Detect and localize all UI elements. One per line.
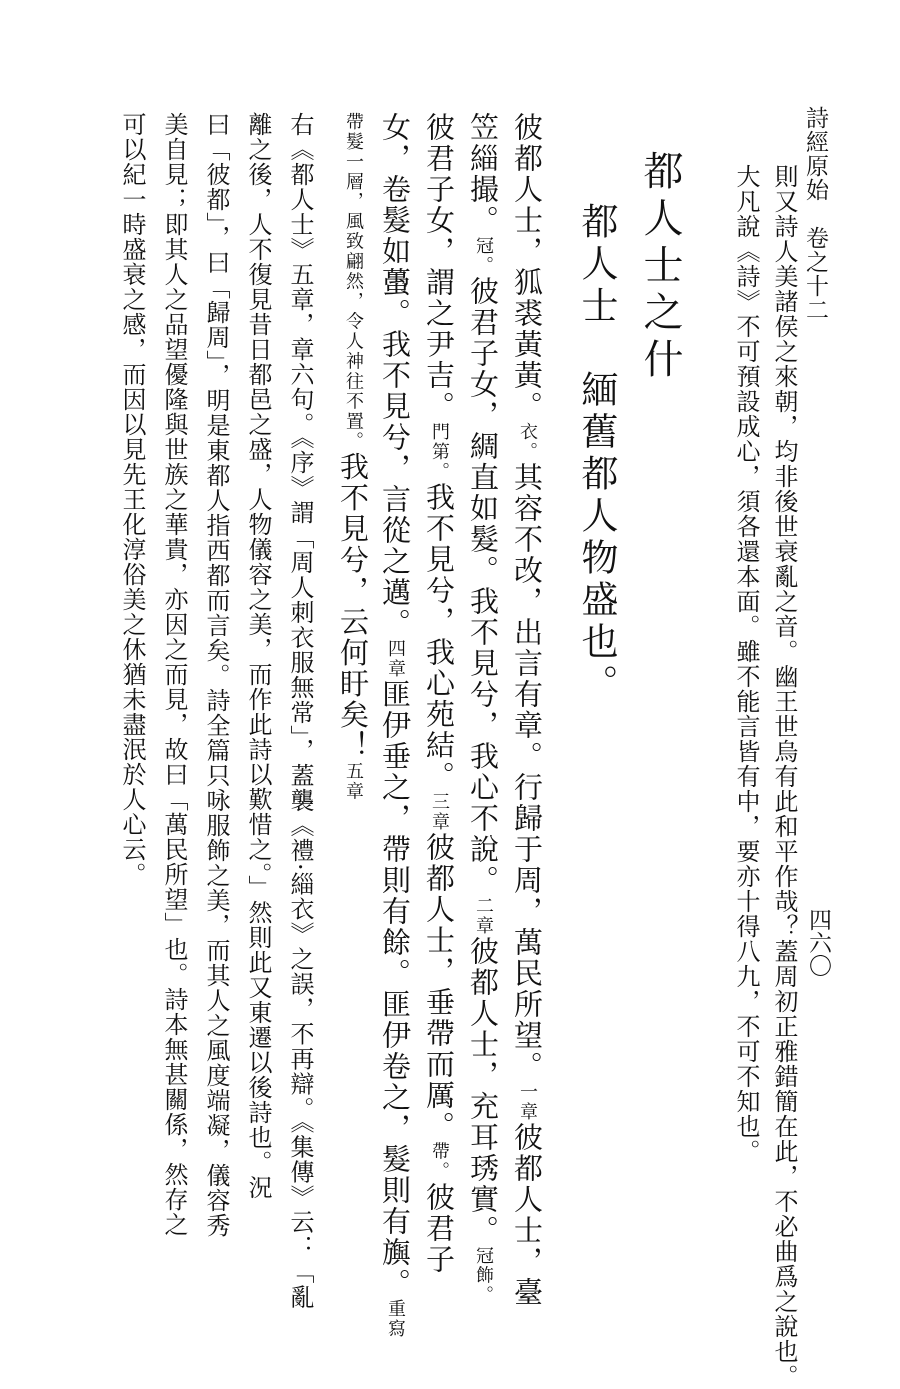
section-title: 都人士之什 bbox=[637, 150, 683, 385]
poem-text: 彼都人士，垂帶而厲。 bbox=[422, 831, 456, 1142]
poem-line bbox=[510, 112, 544, 1308]
running-header: 詩經原始 卷之十二 bbox=[802, 106, 828, 322]
poem-text: 彼君子女，謂之尹吉。 bbox=[422, 112, 456, 422]
commentary-line: 美自見；即其人之品望優隆與世族之華貴，亦因之而見，故曰「萬民所望」也。詩本無甚關係，然存之 bbox=[160, 112, 188, 1237]
stanza-marker: 二章 bbox=[473, 895, 494, 936]
poem-text: 我不見兮，我心苑結。 bbox=[422, 481, 456, 792]
commentary-line: 離之後，人不復見昔日都邑之盛，人物儀容之美，而作此詩以歎惜之。」然則此又東遷以後詩也。況 bbox=[244, 112, 272, 1200]
poem-line bbox=[422, 112, 456, 1275]
poem-text: 其容不改，出言有章。行歸于周，萬民所望。 bbox=[510, 461, 544, 1082]
poem-text: 我不見兮，云何盱矣！ bbox=[336, 451, 370, 762]
poem-text: 彼都人士，狐裘黃黃。 bbox=[510, 112, 544, 422]
poem-annotation: 冠飾。 bbox=[473, 1245, 494, 1306]
poem-annotation: 帶。 bbox=[429, 1141, 450, 1182]
poem-text: 彼君子女，綢直如髮。我不見兮，我心不說。 bbox=[466, 275, 500, 896]
poem-text: 彼君子 bbox=[422, 1181, 456, 1275]
page-number: 四六〇 bbox=[805, 908, 831, 977]
stanza-marker: 五章 bbox=[343, 761, 364, 802]
stanza-marker: 三章 bbox=[429, 791, 450, 832]
poem-line bbox=[378, 112, 412, 1339]
stanza-marker: 四章 bbox=[385, 639, 406, 679]
commentary-line: 曰「彼都」，曰「歸周」，明是東都人指西都而言矣。詩全篇只咏服飾之美，而其人之風度端凝，儀容秀 bbox=[202, 112, 230, 1238]
poem-title: 都人士 緬舊都人物盛也。 bbox=[575, 202, 618, 706]
poem-text: 彼都人士，充耳琇實。 bbox=[466, 935, 500, 1246]
poem-annotation: 門第。 bbox=[429, 422, 450, 482]
poem-annotation: 重寫 bbox=[385, 1298, 406, 1339]
commentary-line: 可以紀一時盛衰之感，而因以見先王化淳俗美之休猶未盡泯於人心云。 bbox=[118, 112, 146, 887]
poem-annotation: 衣。 bbox=[517, 422, 538, 462]
poem-text: 笠緇撮。 bbox=[466, 112, 500, 236]
stanza-marker: 一章 bbox=[517, 1081, 538, 1122]
poem-text: 女，卷髮如蠆。我不見兮，言從之邁。 bbox=[378, 112, 412, 639]
previous-note-line: 則又詩人美諸侯之來朝，均非後世衰亂之音。幽王世烏有此和平作哉？蓋周初正雅錯簡在此，不必曲爲之說也。 bbox=[770, 164, 798, 1389]
poem-text: 彼都人士，臺 bbox=[510, 1121, 544, 1308]
poem-annotation: 冠。 bbox=[473, 236, 494, 276]
previous-note-line: 大凡說《詩》不可預設成心，須各還本面。雖不能言皆有中，要亦十得八九，不可不知也。 bbox=[732, 164, 760, 1164]
poem-text: 匪伊垂之，帶則有餘。匪伊卷之，髮則有旟。 bbox=[378, 678, 412, 1299]
poem-line bbox=[466, 112, 500, 1306]
poem-line bbox=[336, 112, 370, 802]
commentary-line: 右《都人士》五章，章六句。《序》謂「周人刺衣服無常」，蓋襲《禮·緇衣》之誤，不再辯。《集傳》云：「亂 bbox=[286, 112, 314, 1310]
poem-annotation: 帶髮一層，風致翩然，令人神往不置。 bbox=[343, 112, 364, 452]
